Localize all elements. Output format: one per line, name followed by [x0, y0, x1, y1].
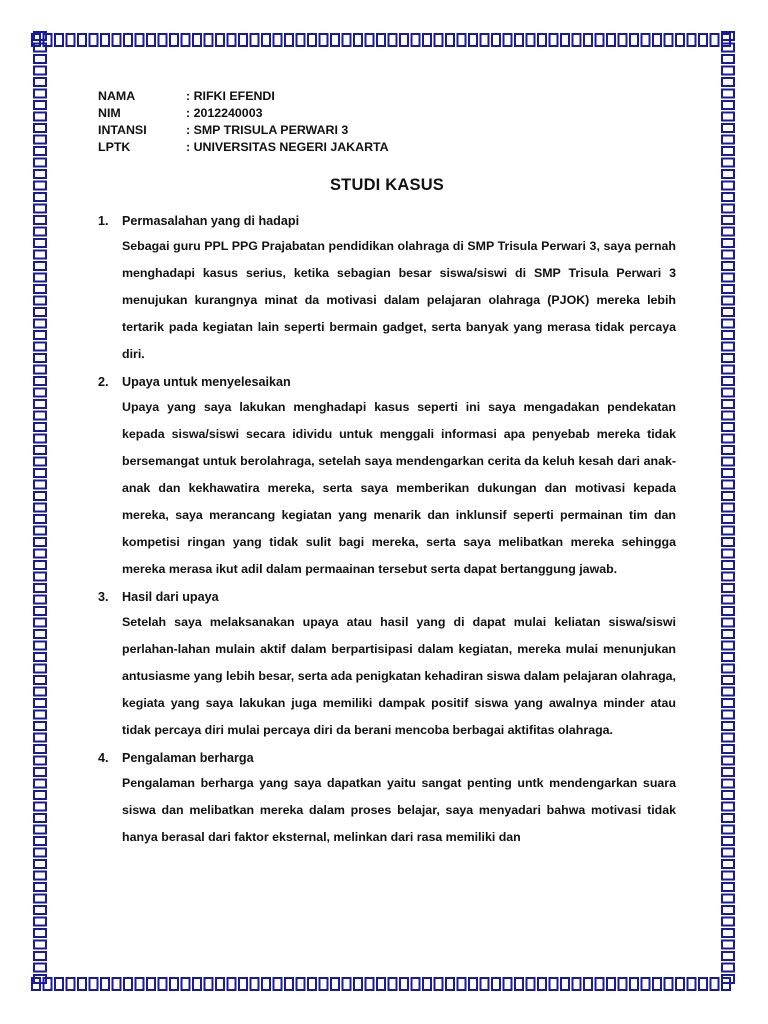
section-problem [98, 209, 676, 368]
identity-row [98, 88, 676, 105]
section-body: Setelah saya melaksanakan upaya atau hasil yang di dapat mulai keliatan siswa/siswi perlahan-lahan mulain aktif dalam berpartisipasi dalam kegiatan, mereka mulai menunjukan antusiasme yang lebih besar, serta ada penigkatan kehadiran siswa dalam pelajaran olahraga, kegiata yang saya lakukan juga memiliki dampak positif siswa yang awalnya minder atau tidak percaya diri mulai percaya diri da berani mencoba berbagai aktifitas olahraga. [122, 615, 676, 737]
section-heading [98, 585, 676, 609]
section-result [98, 585, 676, 744]
identity-block [98, 88, 676, 156]
decorative-border-bottom [30, 974, 738, 994]
identity-value: : 2012240003 [186, 106, 263, 120]
section-number: 3. [98, 590, 109, 604]
section-body: Sebagai guru PPL PPG Prajabatan pendidikan olahraga di SMP Trisula Perwari 3, saya pernah menghadapi kasus serius, ketika sebagian besar siswa/siswi di SMP Trisula Perwari 3 menujukan kurangnya minat da motivasi dalam pelajaran olahraga (PJOK) mereka lebih tertarik pada kegiatan lain seperti bermain gadget, serta banyak yang merasa tidak percaya diri. [122, 239, 676, 361]
section-effort [98, 370, 676, 583]
section-title: Permasalahan yang di hadapi [122, 214, 300, 228]
section-title: Upaya untuk menyelesaikan [122, 375, 291, 389]
section-title: Hasil dari upaya [122, 590, 219, 604]
section-number: 2. [98, 375, 109, 389]
identity-row [98, 139, 676, 156]
decorative-border-top [30, 30, 738, 50]
identity-key: NAMA [98, 89, 136, 103]
identity-value: : UNIVERSITAS NEGERI JAKARTA [186, 140, 389, 154]
section-heading [98, 746, 676, 770]
section-title: Pengalaman berharga [122, 751, 254, 765]
document-content [98, 88, 676, 853]
decorative-border-right [718, 30, 738, 994]
section-number: 4. [98, 751, 109, 765]
identity-row [98, 105, 676, 122]
identity-row [98, 122, 676, 139]
section-experience [98, 746, 676, 851]
section-body: Upaya yang saya lakukan menghadapi kasus seperti ini saya mengadakan pendekatan kepada siswa/siswi secara idividu untuk menggali informasi apa penyebab mereka tidak bersemangat untuk berolahraga, setelah saya mendengarkan cerita da keluh kesah dari anak-anak dan kekhawatira mereka, serta saya memberikan dukungan dan motivasi kepada mereka, saya merancang kegiatan yang menarik dan inklunsif seperti permainan tim dan kompetisi ringan yang tidak sulit bagi mereka, serta saya melibatkan mereka sehingga mereka merasa ikut adil dalam permaainan tersebut serta dapat bertanggung jawab. [122, 400, 676, 576]
identity-key: NIM [98, 106, 121, 120]
identity-key: LPTK [98, 140, 131, 154]
section-heading [98, 209, 676, 233]
document-title: STUDI KASUS [329, 176, 445, 194]
identity-key: INTANSI [98, 123, 147, 137]
identity-value: : RIFKI EFENDI [186, 89, 275, 103]
decorative-border-left [30, 30, 50, 994]
identity-value: : SMP TRISULA PERWARI 3 [186, 123, 349, 137]
section-number: 1. [98, 214, 109, 228]
section-body: Pengalaman berharga yang saya dapatkan yaitu sangat penting untk mendengarkan suara siswa dan melibatkan mereka dalam proses belajar, saya menyadari bahwa motivasi tidak hanya berasal dari faktor eksternal, melinkan dari rasa memiliki dan [122, 776, 676, 844]
section-heading [98, 370, 676, 394]
